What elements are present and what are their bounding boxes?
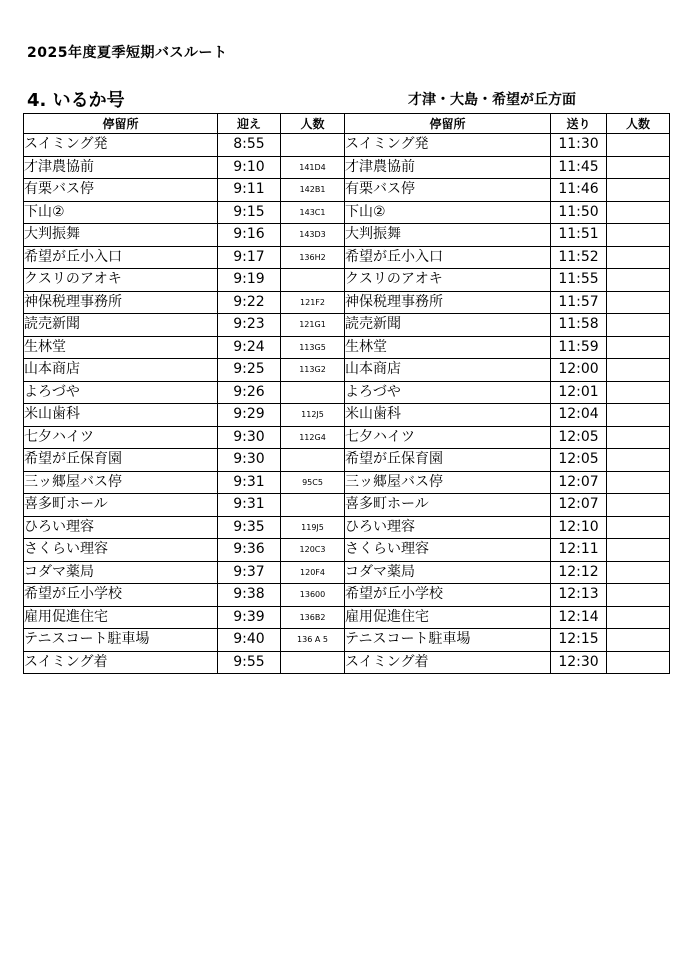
return-count xyxy=(607,629,670,652)
dropoff-time: 12:15 xyxy=(551,629,607,652)
stop-name: 米山歯科 xyxy=(24,404,218,427)
map-code: 143D3 xyxy=(281,224,345,247)
header-count-return: 人数 xyxy=(607,114,670,134)
header-pickup-time: 迎え xyxy=(218,114,281,134)
pickup-time: 9:31 xyxy=(218,471,281,494)
return-stop-name: 神保税理事務所 xyxy=(345,291,551,314)
map-code xyxy=(281,269,345,292)
dropoff-time: 11:45 xyxy=(551,156,607,179)
table-row xyxy=(24,494,670,517)
return-count xyxy=(607,201,670,224)
return-count xyxy=(607,246,670,269)
stop-name: コダマ薬局 xyxy=(24,561,218,584)
return-count xyxy=(607,516,670,539)
pickup-time: 9:36 xyxy=(218,539,281,562)
return-stop-name: さくらい理容 xyxy=(345,539,551,562)
return-stop-name: 喜多町ホール xyxy=(345,494,551,517)
stop-name: よろづや xyxy=(24,381,218,404)
map-code xyxy=(281,494,345,517)
pickup-time: 9:30 xyxy=(218,426,281,449)
stop-name: 才津農協前 xyxy=(24,156,218,179)
pickup-time: 9:40 xyxy=(218,629,281,652)
return-stop-name: 有栗バス停 xyxy=(345,179,551,202)
stop-name: 三ッ郷屋バス停 xyxy=(24,471,218,494)
return-count xyxy=(607,449,670,472)
return-stop-name: 山本商店 xyxy=(345,359,551,382)
stop-name: 希望が丘小学校 xyxy=(24,584,218,607)
return-count xyxy=(607,156,670,179)
stop-name: クスリのアオキ xyxy=(24,269,218,292)
dropoff-time: 11:55 xyxy=(551,269,607,292)
route-name: 4. いるか号 xyxy=(27,90,125,111)
map-code: 142B1 xyxy=(281,179,345,202)
stop-name: スイミング発 xyxy=(24,134,218,157)
return-count xyxy=(607,606,670,629)
dropoff-time: 12:07 xyxy=(551,471,607,494)
dropoff-time: 11:57 xyxy=(551,291,607,314)
dropoff-time: 11:46 xyxy=(551,179,607,202)
pickup-time: 9:10 xyxy=(218,156,281,179)
dropoff-time: 12:14 xyxy=(551,606,607,629)
map-code: 112G4 xyxy=(281,426,345,449)
dropoff-time: 12:10 xyxy=(551,516,607,539)
return-stop-name: 希望が丘保育園 xyxy=(345,449,551,472)
stop-name: さくらい理容 xyxy=(24,539,218,562)
stop-name: 神保税理事務所 xyxy=(24,291,218,314)
map-code: 143C1 xyxy=(281,201,345,224)
dropoff-time: 11:30 xyxy=(551,134,607,157)
route-direction: 才津・大島・希望が丘方面 xyxy=(408,92,576,108)
pickup-time: 9:11 xyxy=(218,179,281,202)
pickup-time: 9:31 xyxy=(218,494,281,517)
stop-name: 七夕ハイツ xyxy=(24,426,218,449)
map-code: 119J5 xyxy=(281,516,345,539)
table-row xyxy=(24,516,670,539)
return-stop-name: 生林堂 xyxy=(345,336,551,359)
table-row xyxy=(24,156,670,179)
return-count xyxy=(607,336,670,359)
map-code: 136 A 5 xyxy=(281,629,345,652)
return-count xyxy=(607,471,670,494)
table-row xyxy=(24,584,670,607)
return-count xyxy=(607,561,670,584)
table-row xyxy=(24,381,670,404)
stop-name: 大判振舞 xyxy=(24,224,218,247)
map-code xyxy=(281,381,345,404)
table-row xyxy=(24,336,670,359)
table-row xyxy=(24,291,670,314)
pickup-time: 9:16 xyxy=(218,224,281,247)
table-row xyxy=(24,179,670,202)
map-code: 120F4 xyxy=(281,561,345,584)
map-code: 13600 xyxy=(281,584,345,607)
stop-name: 山本商店 xyxy=(24,359,218,382)
return-count xyxy=(607,426,670,449)
map-code: 136H2 xyxy=(281,246,345,269)
table-row xyxy=(24,651,670,674)
return-count xyxy=(607,134,670,157)
return-stop-name: 米山歯科 xyxy=(345,404,551,427)
dropoff-time: 12:00 xyxy=(551,359,607,382)
dropoff-time: 12:11 xyxy=(551,539,607,562)
map-code: 113G2 xyxy=(281,359,345,382)
return-stop-name: コダマ薬局 xyxy=(345,561,551,584)
stop-name: スイミング着 xyxy=(24,651,218,674)
return-count xyxy=(607,269,670,292)
return-count xyxy=(607,584,670,607)
pickup-time: 9:24 xyxy=(218,336,281,359)
header-dropoff-time: 送り xyxy=(551,114,607,134)
return-stop-name: 希望が丘小入口 xyxy=(345,246,551,269)
return-stop-name: 七夕ハイツ xyxy=(345,426,551,449)
table-row xyxy=(24,224,670,247)
pickup-time: 9:15 xyxy=(218,201,281,224)
map-code: 112J5 xyxy=(281,404,345,427)
pickup-time: 9:30 xyxy=(218,449,281,472)
map-code xyxy=(281,134,345,157)
dropoff-time: 12:04 xyxy=(551,404,607,427)
dropoff-time: 12:12 xyxy=(551,561,607,584)
dropoff-time: 11:52 xyxy=(551,246,607,269)
table-row xyxy=(24,629,670,652)
header-count-outbound: 人数 xyxy=(281,114,345,134)
return-stop-name: 読売新聞 xyxy=(345,314,551,337)
map-code xyxy=(281,651,345,674)
stop-name: 下山② xyxy=(24,201,218,224)
table-row xyxy=(24,539,670,562)
return-stop-name: 下山② xyxy=(345,201,551,224)
table-row xyxy=(24,471,670,494)
map-code: 113G5 xyxy=(281,336,345,359)
pickup-time: 9:55 xyxy=(218,651,281,674)
stop-name: テニスコート駐車場 xyxy=(24,629,218,652)
pickup-time: 9:25 xyxy=(218,359,281,382)
return-stop-name: ひろい理容 xyxy=(345,516,551,539)
return-stop-name: 雇用促進住宅 xyxy=(345,606,551,629)
table-row xyxy=(24,606,670,629)
stop-name: ひろい理容 xyxy=(24,516,218,539)
map-code: 121F2 xyxy=(281,291,345,314)
dropoff-time: 11:58 xyxy=(551,314,607,337)
pickup-time: 8:55 xyxy=(218,134,281,157)
return-count xyxy=(607,381,670,404)
map-code: 121G1 xyxy=(281,314,345,337)
pickup-time: 9:23 xyxy=(218,314,281,337)
return-stop-name: クスリのアオキ xyxy=(345,269,551,292)
stop-name: 希望が丘小入口 xyxy=(24,246,218,269)
pickup-time: 9:35 xyxy=(218,516,281,539)
return-stop-name: 才津農協前 xyxy=(345,156,551,179)
stop-name: 有栗バス停 xyxy=(24,179,218,202)
dropoff-time: 11:59 xyxy=(551,336,607,359)
pickup-time: 9:38 xyxy=(218,584,281,607)
dropoff-time: 11:51 xyxy=(551,224,607,247)
stop-name: 雇用促進住宅 xyxy=(24,606,218,629)
return-count xyxy=(607,404,670,427)
table-row xyxy=(24,201,670,224)
return-count xyxy=(607,539,670,562)
table-row xyxy=(24,404,670,427)
dropoff-time: 12:05 xyxy=(551,449,607,472)
return-stop-name: よろづや xyxy=(345,381,551,404)
dropoff-time: 12:07 xyxy=(551,494,607,517)
return-stop-name: スイミング発 xyxy=(345,134,551,157)
table-row xyxy=(24,561,670,584)
pickup-time: 9:26 xyxy=(218,381,281,404)
table-row xyxy=(24,269,670,292)
pickup-time: 9:17 xyxy=(218,246,281,269)
bus-schedule-table xyxy=(23,113,670,674)
return-count xyxy=(607,359,670,382)
pickup-time: 9:19 xyxy=(218,269,281,292)
dropoff-time: 12:01 xyxy=(551,381,607,404)
return-count xyxy=(607,314,670,337)
return-count xyxy=(607,494,670,517)
table-row xyxy=(24,449,670,472)
return-count xyxy=(607,291,670,314)
map-code: 136B2 xyxy=(281,606,345,629)
table-row xyxy=(24,426,670,449)
stop-name: 喜多町ホール xyxy=(24,494,218,517)
pickup-time: 9:22 xyxy=(218,291,281,314)
table-row xyxy=(24,134,670,157)
return-count xyxy=(607,224,670,247)
dropoff-time: 11:50 xyxy=(551,201,607,224)
stop-name: 読売新聞 xyxy=(24,314,218,337)
table-row xyxy=(24,314,670,337)
dropoff-time: 12:30 xyxy=(551,651,607,674)
dropoff-time: 12:13 xyxy=(551,584,607,607)
map-code xyxy=(281,449,345,472)
map-code: 95C5 xyxy=(281,471,345,494)
dropoff-time: 12:05 xyxy=(551,426,607,449)
document-title: 2025年度夏季短期バスルート xyxy=(27,45,228,61)
schedule-body xyxy=(24,134,670,674)
return-stop-name: 三ッ郷屋バス停 xyxy=(345,471,551,494)
header-stop-return: 停留所 xyxy=(345,114,551,134)
return-stop-name: スイミング着 xyxy=(345,651,551,674)
return-count xyxy=(607,179,670,202)
return-stop-name: 大判振舞 xyxy=(345,224,551,247)
pickup-time: 9:29 xyxy=(218,404,281,427)
return-count xyxy=(607,651,670,674)
stop-name: 生林堂 xyxy=(24,336,218,359)
table-row xyxy=(24,359,670,382)
pickup-time: 9:39 xyxy=(218,606,281,629)
table-header-row xyxy=(24,114,670,134)
return-stop-name: 希望が丘小学校 xyxy=(345,584,551,607)
map-code: 120C3 xyxy=(281,539,345,562)
table-row xyxy=(24,246,670,269)
pickup-time: 9:37 xyxy=(218,561,281,584)
map-code: 141D4 xyxy=(281,156,345,179)
return-stop-name: テニスコート駐車場 xyxy=(345,629,551,652)
stop-name: 希望が丘保育園 xyxy=(24,449,218,472)
header-stop-outbound: 停留所 xyxy=(24,114,218,134)
